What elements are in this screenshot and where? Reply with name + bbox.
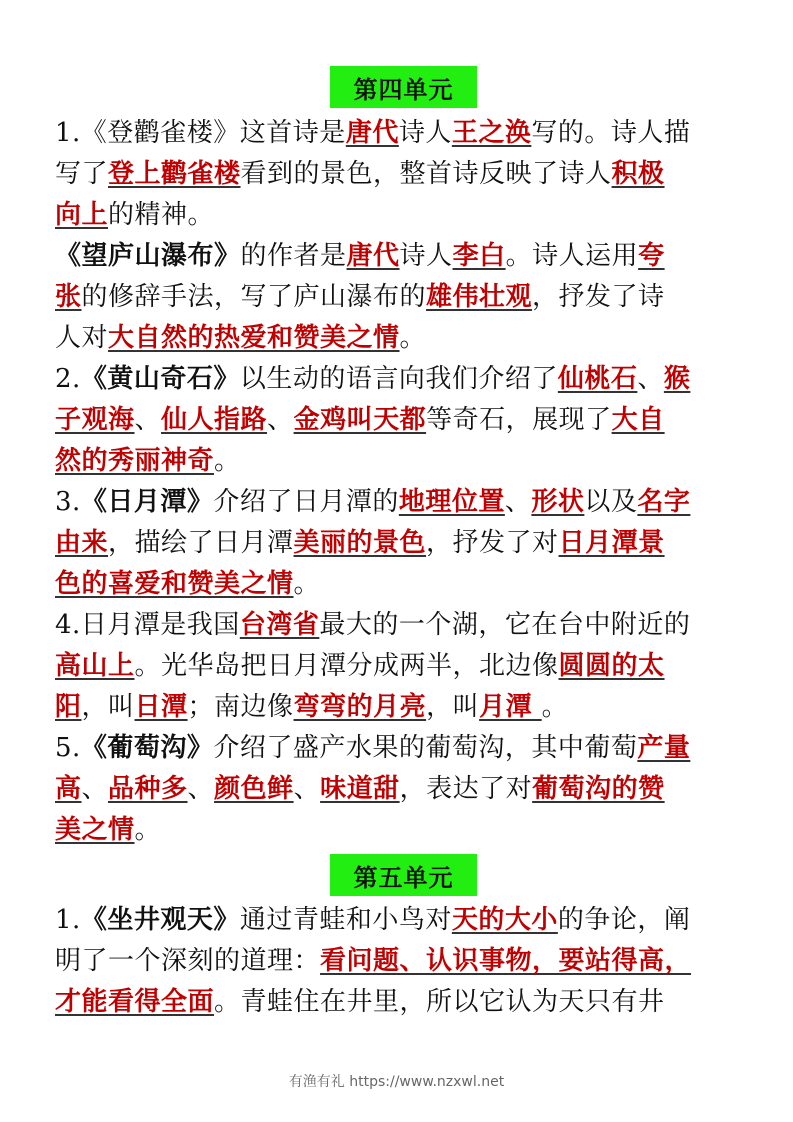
text-line: [55, 482, 745, 523]
text-line: [55, 941, 745, 982]
answer-highlight: 阳: [55, 692, 82, 722]
text-segment: 4.日月潭是我国: [55, 610, 240, 640]
answer-highlight: 向上: [55, 200, 109, 230]
text-segment: 人对: [55, 323, 109, 353]
answer-highlight: 高: [55, 774, 82, 804]
text-segment: ；南边像: [187, 692, 294, 722]
answer-highlight: 形状: [531, 487, 585, 517]
answer-highlight: 美之情: [55, 815, 135, 845]
text-line: [55, 605, 745, 646]
text-line: [55, 277, 745, 318]
answer-highlight: 猴: [663, 364, 691, 394]
answer-highlight: 登上鹳雀楼: [108, 159, 241, 189]
answer-highlight: 弯弯的月亮: [293, 692, 427, 722]
answer-highlight: 然的秀丽神奇: [55, 446, 215, 476]
text-line: [55, 564, 745, 605]
text-line: [55, 900, 745, 941]
text-segment: 写了: [55, 159, 109, 189]
text-segment: 介绍了盛产水果的葡萄沟，其中葡萄: [213, 733, 638, 763]
text-segment: 的作者是: [240, 241, 347, 271]
text-segment: 1.《登鹳雀楼》这首诗是: [55, 118, 346, 148]
lesson-title: 《葡萄沟》: [80, 733, 214, 763]
answer-highlight: 品种多: [108, 774, 188, 804]
text-line: [55, 810, 745, 851]
text-segment: ，描绘了日月潭: [108, 528, 294, 558]
text-segment: 3.: [55, 487, 81, 517]
text-segment: 的精神。: [108, 200, 215, 230]
answer-highlight: 积极: [611, 159, 665, 189]
answer-highlight: 仙桃石: [557, 364, 638, 394]
text-segment: 、: [504, 487, 532, 517]
text-line: [55, 523, 745, 564]
answer-highlight: 颜色鲜: [214, 774, 294, 804]
text-segment: 写的。诗人描: [531, 118, 691, 148]
text-line: [55, 195, 745, 236]
text-segment: 的修辞手法，写了庐山瀑布的: [81, 282, 427, 312]
text-segment: ，叫: [81, 692, 135, 722]
text-line: [55, 359, 745, 400]
answer-highlight: 葡萄沟的赞: [532, 774, 665, 804]
unit-title-5: 第五单元: [330, 854, 477, 896]
text-line: [55, 154, 745, 195]
text-segment: 介绍了日月潭的: [213, 487, 399, 517]
answer-highlight: 大自: [611, 405, 665, 435]
answer-highlight: 色的喜爱和赞美之情: [55, 569, 294, 599]
answer-highlight: 由来: [55, 528, 109, 558]
text-segment: 。: [134, 815, 162, 845]
text-segment: 、: [134, 405, 162, 435]
text-segment: 诗人: [398, 118, 452, 148]
text-segment: 以生动的语言向我们介绍了: [239, 364, 558, 394]
answer-highlight: 唐代: [346, 241, 400, 271]
text-line: [55, 769, 745, 810]
text-segment: ，叫: [426, 692, 480, 722]
text-segment: 。诗人运用: [505, 241, 639, 271]
answer-highlight: 圆圆的太: [558, 651, 665, 681]
text-segment: 、: [81, 774, 109, 804]
answer-highlight: 唐代: [345, 118, 399, 148]
text-line: [55, 236, 745, 277]
text-segment: 诗人: [399, 241, 453, 271]
text-segment: ，抒发了对: [426, 528, 559, 558]
text-segment: 、: [293, 774, 321, 804]
lesson-title: 《坐井观天》: [80, 905, 240, 935]
footer-watermark: 有渔有礼 https://www.nzxwl.net: [288, 1074, 505, 1090]
text-segment: ，抒发了诗: [532, 282, 665, 312]
text-line: [55, 687, 745, 728]
unit-4-content: [55, 113, 745, 851]
unit-5-content: [55, 900, 745, 1023]
answer-highlight: 金鸡叫天都: [293, 405, 427, 435]
answer-highlight: 味道甜: [320, 774, 400, 804]
text-segment: 、: [187, 774, 215, 804]
lesson-title: 《黄山奇石》: [80, 364, 240, 394]
answer-highlight: 日潭: [134, 692, 188, 722]
text-line: [55, 728, 745, 769]
text-line: [55, 441, 745, 482]
answer-highlight: 月潭: [479, 692, 542, 722]
lesson-title: 《望庐山瀑布》: [55, 241, 241, 271]
answer-highlight: 高山上: [55, 651, 135, 681]
text-segment: 。: [399, 323, 427, 353]
text-line: [55, 982, 745, 1023]
text-segment: 。: [214, 446, 241, 476]
answer-highlight: 日月潭景: [558, 528, 665, 558]
unit-title-4: 第四单元: [330, 66, 477, 108]
answer-highlight: 王之涣: [451, 118, 532, 148]
answer-highlight: 仙人指路: [161, 405, 268, 435]
answer-highlight: 大自然的热爱和赞美之情: [108, 323, 400, 353]
text-line: [55, 400, 745, 441]
lesson-title: 《日月潭》: [80, 487, 214, 517]
text-segment: 、: [267, 405, 294, 435]
answer-highlight: 地理位置: [398, 487, 505, 517]
text-segment: 以及: [584, 487, 638, 517]
answer-highlight: 子观海: [55, 405, 135, 435]
text-segment: 看到的景色，整首诗反映了诗人: [240, 159, 612, 189]
answer-highlight: 名字: [637, 487, 691, 517]
answer-highlight: 产量: [637, 733, 691, 763]
answer-highlight: 李白: [452, 241, 506, 271]
text-segment: 等奇石，展现了: [426, 405, 612, 435]
text-segment: 的争论，阐: [557, 905, 691, 935]
answer-highlight: 看问题、认识事物，要站得高，: [320, 946, 692, 976]
text-line: [55, 113, 745, 154]
answer-highlight: 天的大小: [451, 905, 558, 935]
answer-highlight: 张: [55, 282, 82, 312]
answer-highlight: 才能看得全面: [55, 987, 215, 1017]
answer-highlight: 台湾省: [239, 610, 320, 640]
text-segment: 。: [541, 692, 569, 722]
text-segment: 通过青蛙和小鸟对: [239, 905, 452, 935]
answer-highlight: 夸: [638, 241, 665, 271]
text-segment: 。: [293, 569, 321, 599]
text-segment: 明了一个深刻的道理：: [55, 946, 321, 976]
text-segment: 2.: [55, 364, 81, 394]
text-segment: 5.: [55, 733, 81, 763]
text-segment: 。青蛙住在井里，所以它认为天只有井: [214, 987, 665, 1017]
answer-highlight: 雄伟壮观: [426, 282, 533, 312]
answer-highlight: 美丽的景色: [293, 528, 427, 558]
text-segment: 最大的一个湖，它在台中附近的: [319, 610, 691, 640]
text-segment: 。光华岛把日月潭分成两半，北边像: [134, 651, 559, 681]
text-line: [55, 318, 745, 359]
text-line: [55, 646, 745, 687]
text-segment: ，表达了对: [399, 774, 533, 804]
text-segment: 、: [637, 364, 664, 394]
text-segment: 1.: [55, 905, 81, 935]
